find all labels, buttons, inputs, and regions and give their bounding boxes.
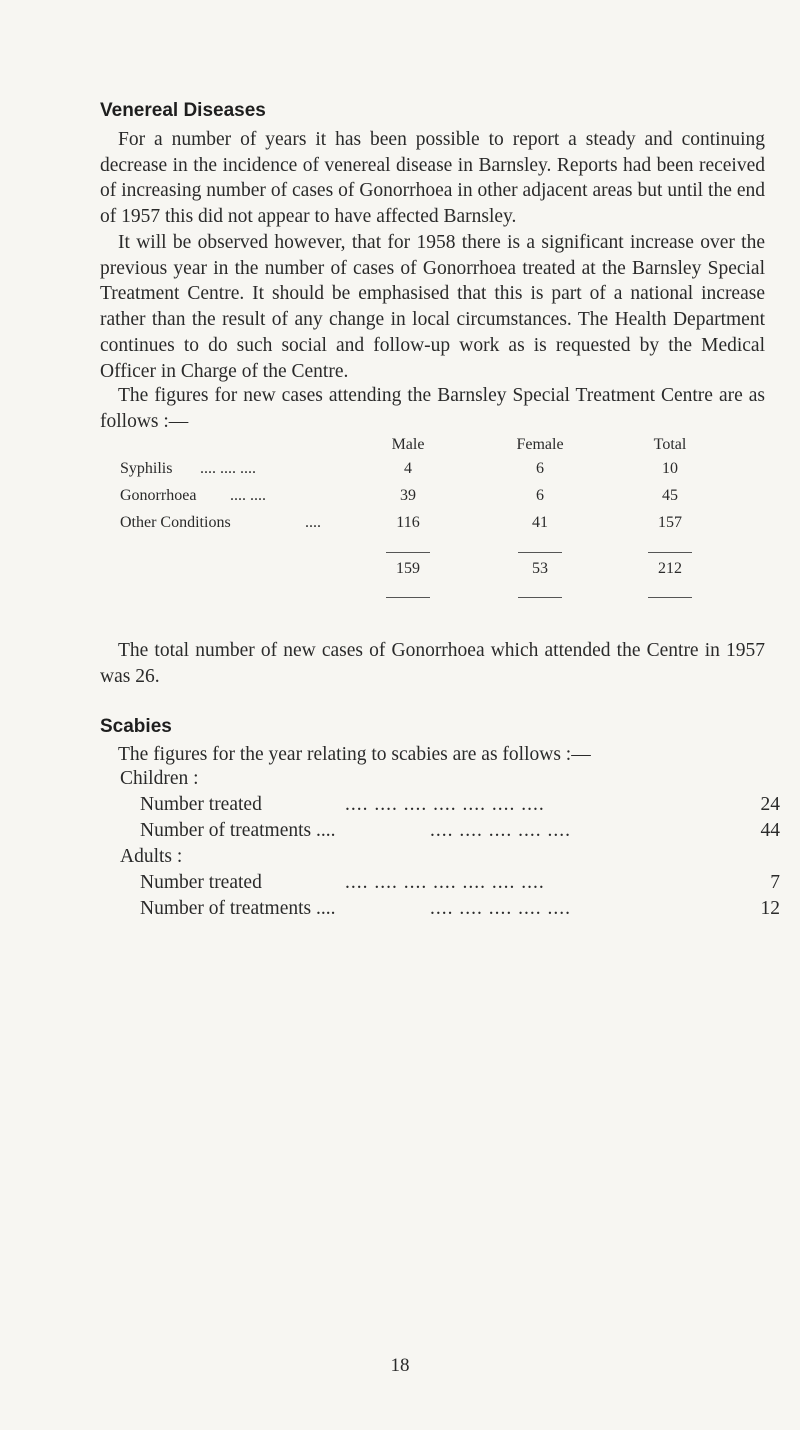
- row-female: 41: [532, 514, 548, 531]
- item-dots: .... .... .... .... .... .... ....: [345, 872, 545, 893]
- item-dots: .... .... .... .... .... .... ....: [345, 794, 545, 815]
- venereal-diseases-heading: Venereal Diseases: [100, 100, 266, 121]
- total-male: 159: [396, 560, 420, 577]
- cases-table: [120, 436, 780, 666]
- list-item: [140, 794, 780, 820]
- row-name: Syphilis: [120, 460, 173, 477]
- row-dots: .... .... ....: [200, 460, 256, 477]
- item-dots: .... .... .... .... ....: [430, 820, 571, 841]
- row-female: 6: [536, 460, 544, 477]
- table-row: [120, 514, 780, 540]
- total-female: 53: [532, 560, 548, 577]
- list-item: [140, 898, 780, 924]
- scabies-heading: Scabies: [100, 716, 172, 737]
- row-male: 116: [396, 514, 420, 531]
- row-male: 4: [404, 460, 412, 477]
- row-name: Other Conditions: [120, 514, 231, 531]
- venereal-paragraph-2: It will be observed however, that for 1958 there is a significant increase over the previous year in the number of cases of Gonorrhoea treated at the Barnsley Special Treatment Centre. It should be emphasised that this is part of a national increase rather than the result of any change in local circumstances. The Health Department continues to do such social and follow-up work as is requested by the Medical Officer in Charge of the Centre.: [100, 232, 765, 382]
- total-total: 212: [658, 560, 682, 577]
- item-label: Number of treatments ....: [140, 898, 336, 919]
- rule-female-top: [518, 552, 562, 553]
- item-label: Number of treatments ....: [140, 820, 336, 841]
- page-number: 18: [390, 1355, 410, 1376]
- row-name: Gonorrhoea: [120, 487, 197, 504]
- row-dots: .... ....: [230, 487, 266, 504]
- list-item: [140, 820, 780, 846]
- row-total: 45: [662, 487, 678, 504]
- row-dots: ....: [305, 514, 321, 531]
- rule-total-bottom: [648, 597, 692, 598]
- venereal-paragraph-4: The total number of new cases of Gonorrhoea which attended the Centre in 1957 was 26.: [100, 640, 765, 687]
- totals-row: [120, 560, 780, 586]
- item-value: 24: [760, 794, 780, 815]
- table-row: [120, 460, 780, 486]
- row-total: 157: [658, 514, 682, 531]
- rule-male-bottom: [386, 597, 430, 598]
- list-item: [140, 872, 780, 898]
- item-label: Number treated: [140, 794, 262, 815]
- rule-female-bottom: [518, 597, 562, 598]
- table-header-row: [120, 436, 780, 462]
- rule-male-top: [386, 552, 430, 553]
- item-value: 44: [760, 820, 780, 841]
- header-female: Female: [516, 436, 564, 453]
- item-label: Number treated: [140, 872, 262, 893]
- adults-label: Adults :: [120, 846, 183, 867]
- header-male: Male: [391, 436, 425, 453]
- venereal-paragraph-1: For a number of years it has been possible to report a steady and continuing decrease in the incidence of venereal disease in Barnsley. Reports had been received of increasing number of cases of Gonorrhoea in other adjacent areas but until the end of 1957 this did not appear to have affected Barnsley.: [100, 129, 765, 228]
- item-dots: .... .... .... .... ....: [430, 898, 571, 919]
- table-row: [120, 487, 780, 513]
- header-total: Total: [653, 436, 687, 453]
- row-male: 39: [400, 487, 416, 504]
- row-total: 10: [662, 460, 678, 477]
- item-value: 12: [760, 898, 780, 919]
- rule-total-top: [648, 552, 692, 553]
- row-female: 6: [536, 487, 544, 504]
- scabies-list: [120, 768, 780, 948]
- children-label: Children :: [120, 768, 199, 789]
- item-value: 7: [770, 872, 780, 893]
- scabies-intro: The figures for the year relating to scabies are as follows :—: [118, 744, 591, 765]
- venereal-paragraph-3: The figures for new cases attending the Barnsley Special Treatment Centre are as follows :—: [100, 385, 765, 432]
